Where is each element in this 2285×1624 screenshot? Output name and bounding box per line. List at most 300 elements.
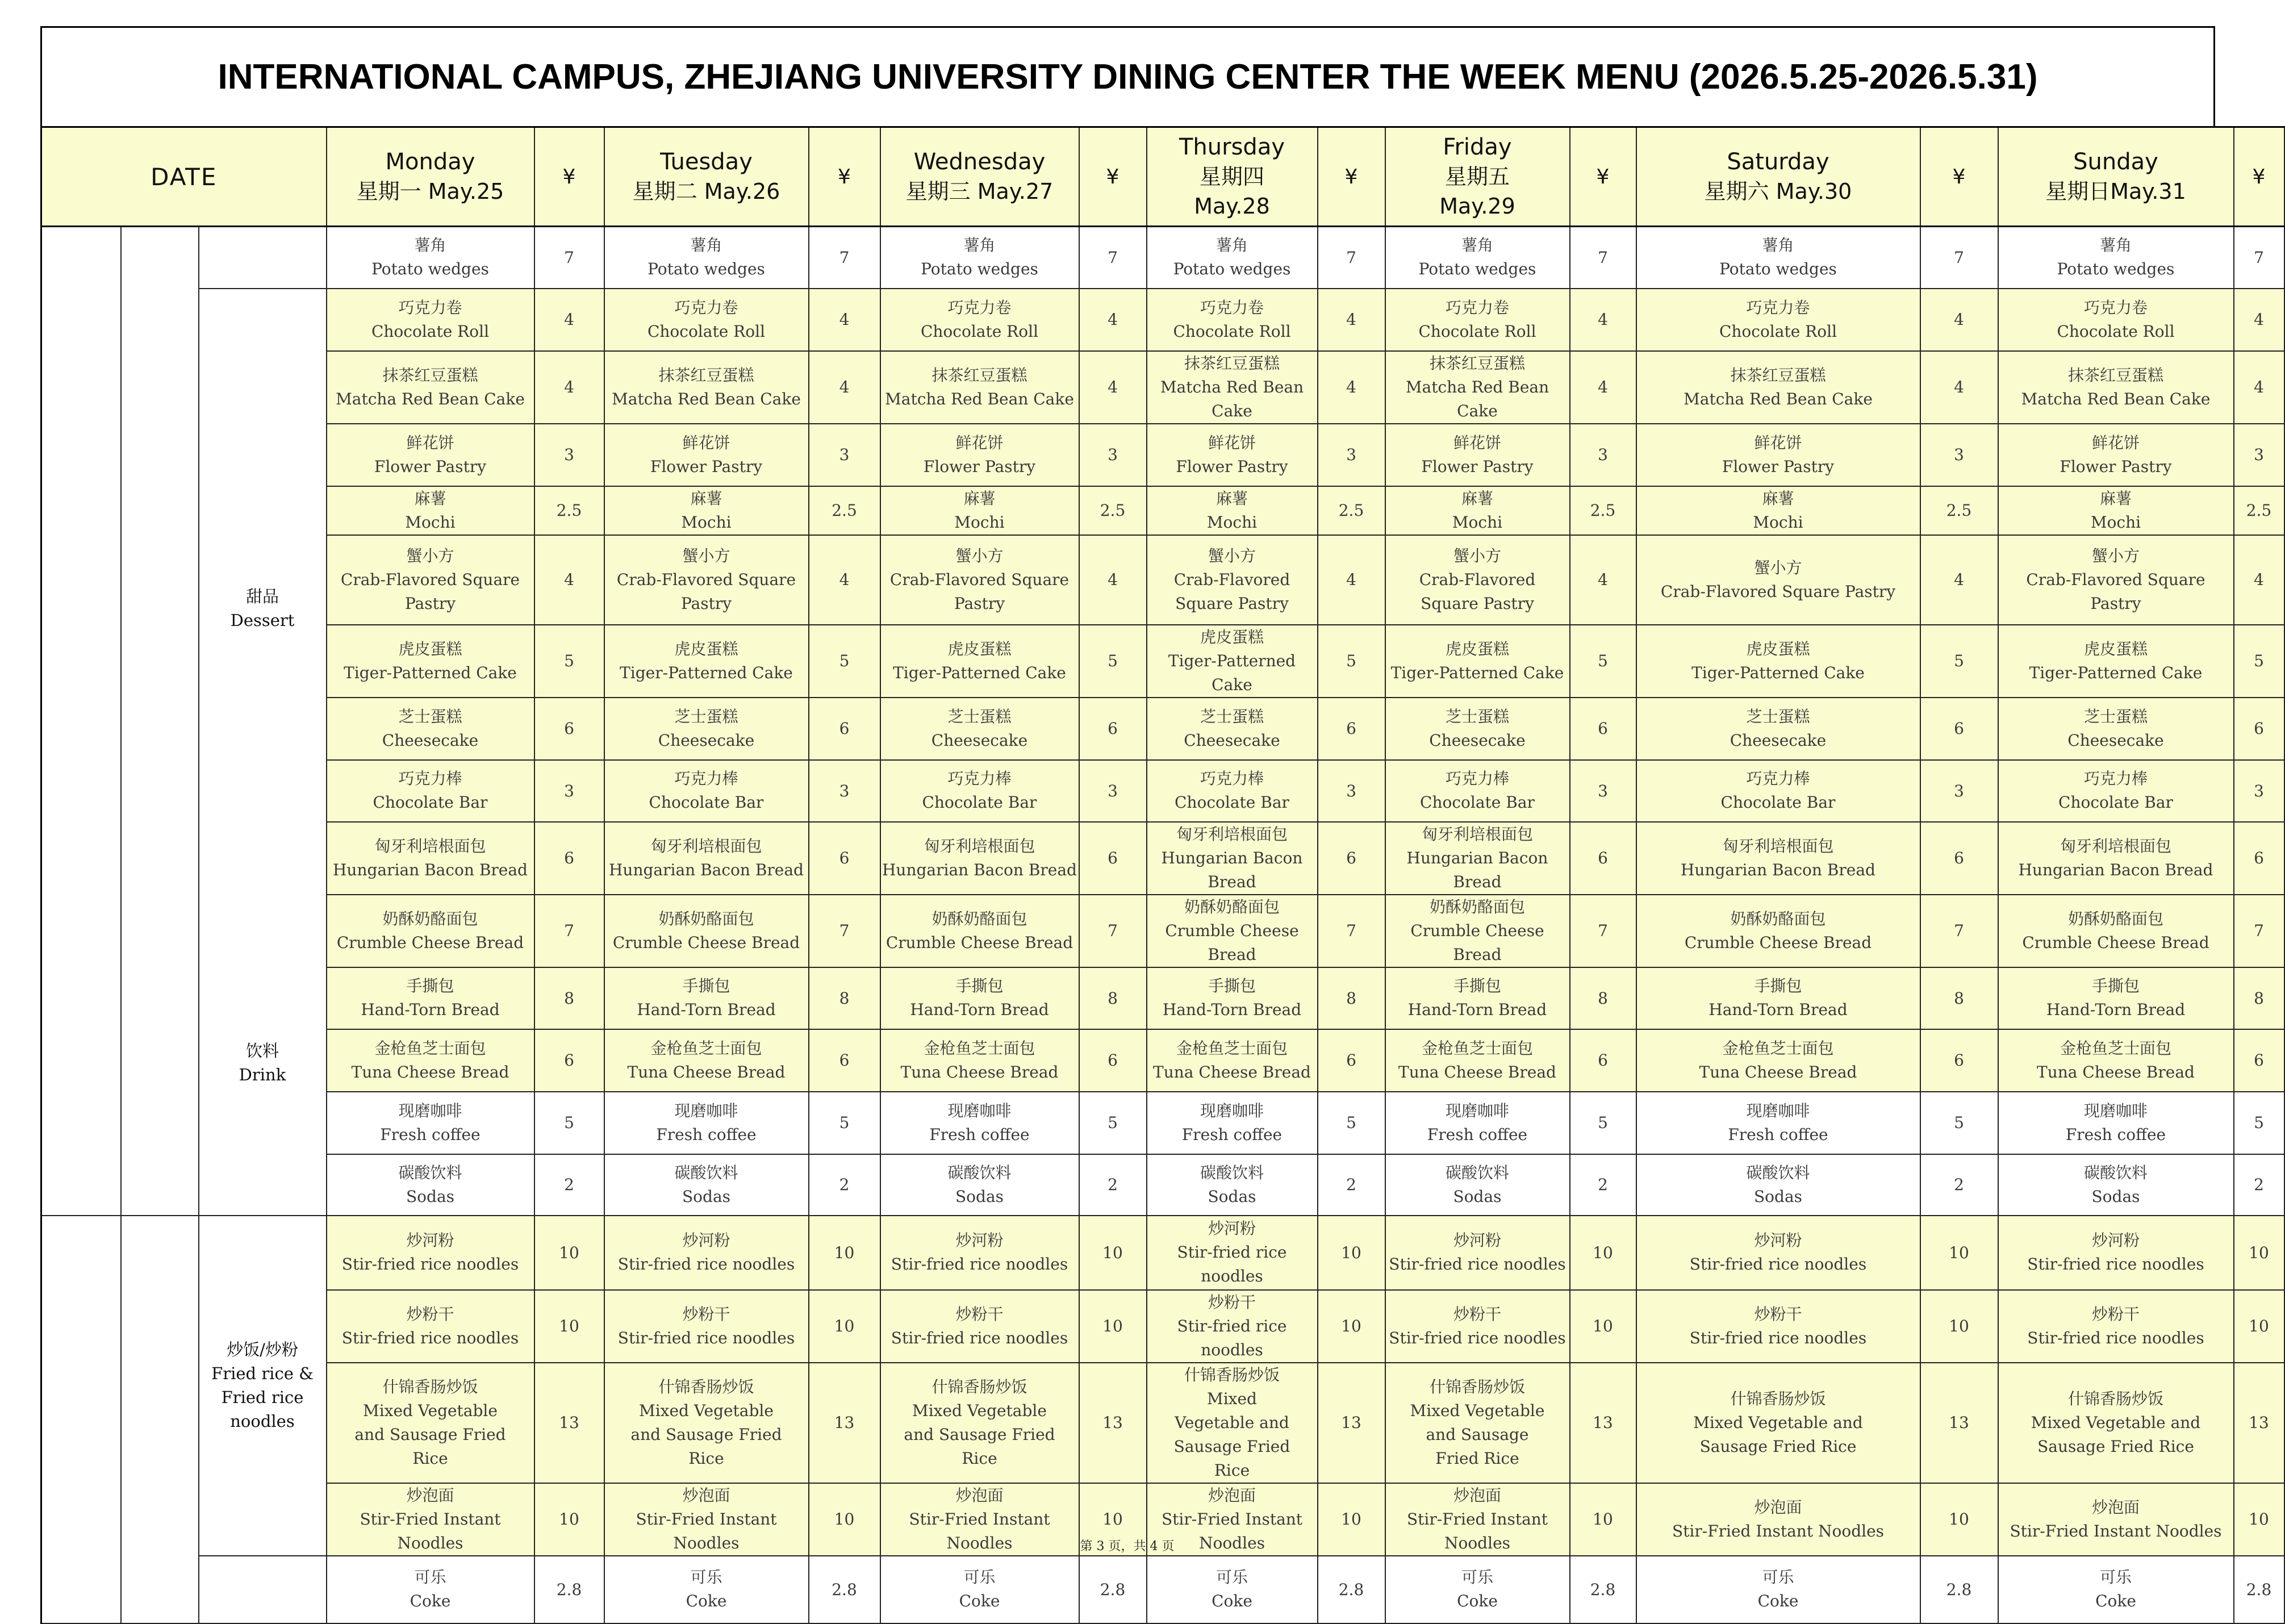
category-dessert-en: Dessert	[230, 610, 295, 630]
menu-item-en: Matcha Red Bean Cake	[336, 389, 525, 408]
menu-item-en: Hungarian Bacon Bread	[1161, 848, 1303, 891]
menu-item-cn: 炒河粉	[682, 1231, 730, 1250]
menu-item-price: 10	[534, 1216, 604, 1290]
menu-item-en: Chocolate Bar	[2058, 793, 2173, 812]
menu-item	[1636, 1556, 1920, 1623]
menu-item-en: Tiger-Patterned Cake	[1691, 663, 1865, 682]
menu-item-en: Tuna Cheese Bread	[627, 1062, 786, 1082]
yen-header: ¥	[1079, 127, 1147, 227]
menu-item-en: Mochi	[2090, 512, 2141, 532]
menu-item	[604, 1216, 809, 1290]
menu-table	[40, 126, 2285, 1624]
menu-item-en: Matcha Red Bean Cake	[1405, 377, 1549, 420]
menu-item	[1147, 535, 1318, 625]
menu-item-cn: 鲜花饼	[1754, 433, 1802, 452]
menu-item-en: Hand-Torn Bread	[1708, 1000, 1848, 1019]
menu-item	[1998, 424, 2234, 486]
menu-item-en: Coke	[1757, 1592, 1799, 1610]
menu-item-en: Tuna Cheese Bread	[900, 1062, 1059, 1082]
menu-item-price: 4	[809, 351, 880, 424]
menu-item-en: Chocolate Roll	[1418, 322, 1536, 341]
menu-item-en: Crab-Flavored Square Pastry	[616, 570, 796, 613]
menu-item-cn: 手撕包	[406, 976, 454, 995]
section-column-2	[121, 227, 199, 1216]
menu-item	[1636, 424, 1920, 486]
menu-item-cn: 可乐	[963, 1568, 996, 1587]
menu-item-en: Tuna Cheese Bread	[1398, 1062, 1556, 1082]
menu-item-cn: 匈牙利培根面包	[650, 836, 762, 855]
category-dessert-cn: 甜品	[245, 586, 279, 606]
menu-item-cn: 蟹小方	[406, 546, 454, 565]
section-column-1	[41, 227, 121, 1216]
menu-item-en: Crumble Cheese Bread	[1165, 921, 1299, 964]
menu-item-price: 2	[1570, 1154, 1636, 1216]
category-fried-en: Fried rice	[221, 1388, 304, 1407]
menu-item-en: Crab-Flavored Square Pastry	[1173, 570, 1290, 613]
menu-row	[41, 698, 2284, 760]
menu-item-cn: 巧克力棒	[398, 769, 462, 788]
menu-item-en: Tuna Cheese Bread	[1699, 1062, 1857, 1082]
menu-item-cn: 什锦香肠炒饭	[2067, 1389, 2163, 1408]
menu-item-cn: 现磨咖啡	[1746, 1101, 1810, 1120]
menu-item-en: Mochi	[405, 512, 456, 532]
menu-item-en: Fresh coffee	[1181, 1125, 1283, 1144]
menu-item-en: Mixed Vegetable and Sausage Fried Rice	[1410, 1401, 1545, 1468]
menu-item-en: Crumble Cheese Bread	[2022, 933, 2209, 952]
menu-item-price: 8	[1920, 967, 1998, 1029]
menu-item-en: Coke	[1457, 1592, 1498, 1610]
menu-item-en: Fresh coffee	[929, 1125, 1030, 1144]
menu-item-en: Potato wedges	[1173, 260, 1291, 279]
menu-item-cn: 麻薯	[414, 489, 446, 508]
menu-item-price: 3	[2234, 760, 2284, 822]
menu-item	[1998, 1029, 2234, 1092]
menu-item-cn: 金枪鱼芝士面包	[650, 1038, 762, 1058]
menu-item-en: Hand-Torn Bread	[637, 1000, 776, 1019]
menu-item-cn: 蟹小方	[682, 546, 730, 565]
menu-item	[1385, 486, 1570, 535]
menu-item-price: 4	[1318, 351, 1385, 424]
menu-item-price: 6	[2234, 1029, 2284, 1092]
menu-item	[1998, 1092, 2234, 1154]
menu-item-cn: 可乐	[690, 1568, 722, 1587]
menu-item-cn: 抹茶红豆蛋糕	[1730, 365, 1826, 385]
menu-item	[880, 486, 1079, 535]
menu-item-price: 4	[1318, 535, 1385, 625]
menu-item	[1147, 424, 1318, 486]
menu-item-price: 10	[1920, 1483, 1998, 1556]
menu-item	[327, 1216, 534, 1290]
menu-item-cn: 奶酥奶酪面包	[1184, 897, 1280, 916]
menu-item-price: 6	[1079, 1029, 1147, 1092]
menu-item-en: Stir-Fried Instant Noodles	[636, 1509, 777, 1552]
menu-item	[880, 535, 1079, 625]
menu-row	[41, 967, 2284, 1029]
menu-item-price: 2.5	[809, 486, 880, 535]
menu-item-cn: 碳酸饮料	[398, 1163, 462, 1182]
menu-item-cn: 炒粉干	[1208, 1292, 1256, 1312]
menu-item-en: Sodas	[1208, 1187, 1256, 1206]
menu-item-price: 2.5	[1079, 486, 1147, 535]
menu-item-cn: 芝士蛋糕	[2083, 707, 2148, 726]
menu-item-cn: 麻薯	[1461, 489, 1493, 508]
menu-item-price: 5	[1079, 1092, 1147, 1154]
menu-item	[1998, 486, 2234, 535]
menu-item-price: 4	[534, 289, 604, 351]
menu-item	[327, 822, 534, 895]
menu-row	[41, 1363, 2284, 1483]
menu-item-cn: 炒粉干	[682, 1304, 730, 1324]
menu-item-en: Stir-fried rice noodles	[2027, 1328, 2204, 1347]
menu-item-price: 7	[1920, 895, 1998, 967]
menu-item-en: Sodas	[1753, 1187, 1803, 1206]
menu-item-en: Hungarian Bacon Bread	[882, 860, 1077, 879]
menu-item	[1147, 1029, 1318, 1092]
day-header-sunday: Sunday 星期日May.31	[1998, 127, 2234, 227]
menu-item-en: Fresh coffee	[380, 1125, 481, 1144]
menu-item-en: Sodas	[682, 1187, 731, 1206]
menu-item-en: Flower Pastry	[1722, 457, 1835, 476]
menu-item	[327, 698, 534, 760]
menu-item-price: 5	[1570, 1092, 1636, 1154]
menu-item-price: 2.5	[1570, 486, 1636, 535]
menu-item-cn: 抹茶红豆蛋糕	[658, 365, 754, 385]
menu-item	[1998, 227, 2234, 289]
menu-item-price: 4	[1570, 535, 1636, 625]
menu-item-cn: 巧克力棒	[1200, 769, 1264, 788]
menu-item	[604, 822, 809, 895]
menu-item-price: 13	[2234, 1363, 2284, 1483]
menu-item-en: Matcha Red Bean Cake	[1684, 389, 1873, 408]
menu-item-price: 7	[1570, 227, 1636, 289]
menu-item-price: 5	[1318, 1092, 1385, 1154]
menu-item-en: Tiger-Patterned Cake	[344, 663, 517, 682]
menu-item	[604, 760, 809, 822]
menu-item-cn: 现磨咖啡	[1200, 1101, 1264, 1120]
menu-item-en: Mochi	[681, 512, 732, 532]
menu-item-en: Sodas	[2091, 1187, 2140, 1206]
menu-item-en: Sodas	[406, 1187, 455, 1206]
menu-item-cn: 可乐	[1461, 1568, 1493, 1587]
menu-item-cn: 金枪鱼芝士面包	[2060, 1038, 2171, 1058]
menu-item-cn: 巧克力棒	[674, 769, 738, 788]
date-header: DATE	[41, 127, 327, 227]
yen-header: ¥	[1570, 127, 1636, 227]
menu-item-en: Tiger-Patterned Cake	[1390, 663, 1564, 682]
menu-item-en: Sodas	[955, 1187, 1004, 1206]
menu-item	[1998, 625, 2234, 698]
menu-item-en: Flower Pastry	[374, 457, 487, 476]
menu-item-price: 6	[2234, 698, 2284, 760]
category-cell-blank	[199, 227, 327, 289]
menu-item	[327, 1092, 534, 1154]
menu-item	[327, 895, 534, 967]
menu-item	[1385, 289, 1570, 351]
menu-item-en: Crab-Flavored Square Pastry	[1660, 582, 1896, 601]
menu-item	[327, 1154, 534, 1216]
menu-item-cn: 什锦香肠炒饭	[931, 1377, 1027, 1396]
menu-item-price: 2	[2234, 1154, 2284, 1216]
menu-item	[1998, 1363, 2234, 1483]
menu-item-price: 2.8	[1920, 1556, 1998, 1623]
menu-item-cn: 现磨咖啡	[2083, 1101, 2148, 1120]
menu-item-cn: 鲜花饼	[1208, 433, 1256, 452]
menu-item-cn: 碳酸饮料	[947, 1163, 1012, 1182]
menu-item	[604, 289, 809, 351]
menu-item-en: Mochi	[1753, 512, 1803, 532]
yen-header: ¥	[1318, 127, 1385, 227]
menu-item-cn: 巧克力棒	[2083, 769, 2148, 788]
menu-item-cn: 炒粉干	[1453, 1304, 1501, 1324]
yen-header: ¥	[1920, 127, 1998, 227]
menu-item-en: Chocolate Roll	[2057, 322, 2175, 341]
menu-item-en: Crumble Cheese Bread	[885, 933, 1073, 952]
menu-item-price: 7	[1318, 895, 1385, 967]
menu-item-cn: 鲜花饼	[2091, 433, 2140, 452]
menu-item-price: 10	[1079, 1290, 1147, 1363]
menu-item-price: 7	[1079, 895, 1147, 967]
menu-item-price: 7	[534, 895, 604, 967]
menu-item-en: Chocolate Roll	[920, 322, 1039, 341]
menu-item	[1998, 967, 2234, 1029]
menu-item	[1147, 486, 1318, 535]
menu-item-cn: 巧克力棒	[1746, 769, 1810, 788]
menu-item-en: Chocolate Bar	[373, 793, 488, 812]
menu-item-cn: 可乐	[1215, 1568, 1248, 1587]
menu-item-cn: 芝士蛋糕	[947, 707, 1012, 726]
menu-item-en: Tiger-Patterned Cake	[1168, 651, 1296, 694]
menu-item	[1385, 822, 1570, 895]
menu-item	[880, 625, 1079, 698]
menu-item	[1998, 351, 2234, 424]
menu-item-price: 10	[2234, 1290, 2284, 1363]
menu-item	[880, 351, 1079, 424]
section-column-1	[41, 1216, 121, 1623]
menu-item	[1147, 625, 1318, 698]
yen-header: ¥	[809, 127, 880, 227]
menu-item-cn: 蟹小方	[2091, 546, 2140, 565]
menu-item	[880, 1290, 1079, 1363]
menu-item-en: Potato wedges	[371, 260, 489, 279]
menu-item-price: 2	[1920, 1154, 1998, 1216]
menu-item-en: Crab-Flavored Square Pastry	[2026, 570, 2205, 613]
menu-item	[880, 1556, 1079, 1623]
menu-item-en: Tiger-Patterned Cake	[620, 663, 793, 682]
menu-item-en: Hand-Torn Bread	[1407, 1000, 1547, 1019]
menu-item-en: Cheesecake	[2067, 730, 2164, 750]
menu-item-cn: 现磨咖啡	[398, 1101, 462, 1120]
menu-item-cn: 匈牙利培根面包	[374, 836, 486, 855]
menu-item-price: 2.5	[534, 486, 604, 535]
menu-item-cn: 麻薯	[963, 489, 996, 508]
menu-item-price: 6	[809, 822, 880, 895]
menu-item-price: 2.8	[534, 1556, 604, 1623]
yen-header: ¥	[534, 127, 604, 227]
menu-item-price: 4	[534, 535, 604, 625]
menu-item-price: 6	[1318, 822, 1385, 895]
menu-item-cn: 蟹小方	[1453, 546, 1501, 565]
menu-item	[1147, 895, 1318, 967]
menu-item-price: 8	[1079, 967, 1147, 1029]
menu-item-cn: 炒河粉	[2091, 1231, 2140, 1250]
category-drink-en: Drink	[239, 1064, 286, 1084]
menu-item-price: 7	[1570, 895, 1636, 967]
menu-item	[880, 424, 1079, 486]
menu-item-cn: 炒泡面	[682, 1485, 730, 1505]
menu-row	[41, 486, 2284, 535]
title-box	[40, 26, 2215, 126]
menu-item-cn: 什锦香肠炒饭	[658, 1377, 754, 1396]
menu-item	[880, 1216, 1079, 1290]
menu-item-price: 6	[1570, 822, 1636, 895]
menu-item-cn: 什锦香肠炒饭	[1730, 1389, 1826, 1408]
menu-item-price: 10	[1079, 1483, 1147, 1556]
menu-item-cn: 麻薯	[690, 489, 722, 508]
menu-item-price: 10	[809, 1216, 880, 1290]
menu-item-en: Flower Pastry	[2060, 457, 2172, 476]
menu-item-cn: 巧克力卷	[398, 298, 462, 317]
menu-item-en: Potato wedges	[921, 260, 1038, 279]
menu-item-en: Potato wedges	[1719, 260, 1837, 279]
menu-item-cn: 鲜花饼	[406, 433, 454, 452]
menu-item-cn: 薯角	[1461, 236, 1493, 255]
menu-row	[41, 351, 2284, 424]
menu-item-cn: 碳酸饮料	[1445, 1163, 1509, 1182]
menu-item-cn: 奶酥奶酪面包	[382, 909, 478, 928]
menu-item-price: 6	[1079, 822, 1147, 895]
menu-item-price: 10	[1318, 1216, 1385, 1290]
menu-item-en: Sodas	[1453, 1187, 1502, 1206]
menu-item	[1147, 289, 1318, 351]
menu-item-price: 6	[1920, 822, 1998, 895]
menu-item	[1636, 1029, 1920, 1092]
menu-item-cn: 虎皮蛋糕	[398, 639, 462, 658]
menu-item-cn: 奶酥奶酪面包	[1730, 909, 1826, 928]
menu-item	[880, 1029, 1079, 1092]
menu-item-en: Mochi	[954, 512, 1005, 532]
menu-item-en: Chocolate Roll	[371, 322, 490, 341]
category-fried-en: Fried rice &	[211, 1364, 314, 1383]
menu-item-en: Crab-Flavored Square Pastry	[889, 570, 1070, 613]
menu-item-price: 4	[1920, 351, 1998, 424]
menu-item-cn: 手撕包	[1453, 976, 1501, 995]
menu-item-price: 3	[534, 424, 604, 486]
menu-row	[41, 227, 2284, 289]
menu-item-en: Stir-fried rice noodles	[891, 1328, 1068, 1347]
menu-item-cn: 鲜花饼	[1453, 433, 1501, 452]
menu-item-price: 6	[1318, 1029, 1385, 1092]
menu-item-cn: 虎皮蛋糕	[1200, 627, 1264, 646]
menu-item-price: 13	[1079, 1363, 1147, 1483]
menu-item-en: Flower Pastry	[1421, 457, 1534, 476]
menu-item	[604, 535, 809, 625]
menu-item	[1147, 1556, 1318, 1623]
menu-item	[1147, 822, 1318, 895]
menu-item-price: 5	[1570, 625, 1636, 698]
menu-item-price: 8	[2234, 967, 2284, 1029]
menu-item-price: 7	[809, 227, 880, 289]
menu-item-en: Potato wedges	[2057, 260, 2175, 279]
menu-item-en: Stir-fried rice noodles	[1389, 1328, 1566, 1347]
menu-item-cn: 奶酥奶酪面包	[1429, 897, 1525, 916]
menu-item-en: Tuna Cheese Bread	[2037, 1062, 2195, 1082]
menu-item-price: 5	[2234, 625, 2284, 698]
menu-item-cn: 虎皮蛋糕	[674, 639, 738, 658]
menu-item	[604, 227, 809, 289]
menu-item-price: 5	[809, 1092, 880, 1154]
menu-item	[327, 535, 534, 625]
menu-item-price: 4	[2234, 535, 2284, 625]
menu-item	[327, 1290, 534, 1363]
menu-item-price: 10	[1318, 1483, 1385, 1556]
menu-item	[1385, 1363, 1570, 1483]
menu-item-price: 7	[2234, 895, 2284, 967]
menu-item-en: Tuna Cheese Bread	[1153, 1062, 1311, 1082]
menu-item	[1147, 1290, 1318, 1363]
menu-item-cn: 炒泡面	[2091, 1497, 2140, 1517]
menu-row	[41, 895, 2284, 967]
category-fried-en: noodles	[230, 1412, 295, 1431]
day-header-monday: Monday 星期一 May.25	[327, 127, 534, 227]
menu-item-price: 2.8	[1570, 1556, 1636, 1623]
menu-item	[1385, 227, 1570, 289]
menu-item-cn: 炒河粉	[1754, 1231, 1802, 1250]
menu-row	[41, 625, 2284, 698]
menu-item-price: 2.8	[1079, 1556, 1147, 1623]
menu-item	[1385, 1290, 1570, 1363]
menu-item-cn: 可乐	[414, 1568, 446, 1587]
section-column-2	[121, 1216, 199, 1623]
menu-item-price: 6	[1920, 1029, 1998, 1092]
menu-item-price: 4	[1570, 351, 1636, 424]
menu-item-price: 4	[1920, 289, 1998, 351]
menu-item	[604, 1363, 809, 1483]
menu-item	[604, 1029, 809, 1092]
menu-item-price: 6	[809, 1029, 880, 1092]
menu-item-cn: 麻薯	[1762, 489, 1794, 508]
menu-item-price: 7	[1920, 227, 1998, 289]
menu-item-en: Mixed Vegetable and Sausage Fried Rice	[1693, 1413, 1863, 1456]
menu-item-price: 4	[2234, 351, 2284, 424]
menu-item-cn: 碳酸饮料	[674, 1163, 738, 1182]
menu-item-cn: 巧克力卷	[2083, 298, 2148, 317]
menu-item-en: Hungarian Bacon Bread	[333, 860, 528, 879]
menu-item-en: Mochi	[1206, 512, 1258, 532]
menu-item-en: Mixed Vegetable and Sausage Fried Rice	[904, 1401, 1055, 1468]
menu-item-price: 2.5	[2234, 486, 2284, 535]
menu-item	[604, 486, 809, 535]
menu-item-price: 4	[809, 535, 880, 625]
menu-item-cn: 炒河粉	[955, 1231, 1004, 1250]
menu-item-cn: 碳酸饮料	[2083, 1163, 2148, 1182]
menu-item-price: 10	[2234, 1216, 2284, 1290]
menu-item-price: 5	[534, 1092, 604, 1154]
menu-item	[604, 1556, 809, 1623]
menu-item-price: 2.8	[1318, 1556, 1385, 1623]
menu-body	[41, 127, 2284, 1623]
menu-item-cn: 匈牙利培根面包	[1722, 836, 1834, 855]
menu-item-price: 2.8	[809, 1556, 880, 1623]
menu-item-price: 10	[1920, 1290, 1998, 1363]
yen-header: ¥	[2234, 127, 2284, 227]
menu-row	[41, 289, 2284, 351]
menu-item	[1385, 1029, 1570, 1092]
menu-item-en: Chocolate Bar	[649, 793, 764, 812]
menu-item	[1385, 1092, 1570, 1154]
menu-item-cn: 手撕包	[955, 976, 1004, 995]
menu-item-en: Matcha Red Bean Cake	[612, 389, 801, 408]
menu-item-cn: 炒泡面	[1453, 1485, 1501, 1505]
